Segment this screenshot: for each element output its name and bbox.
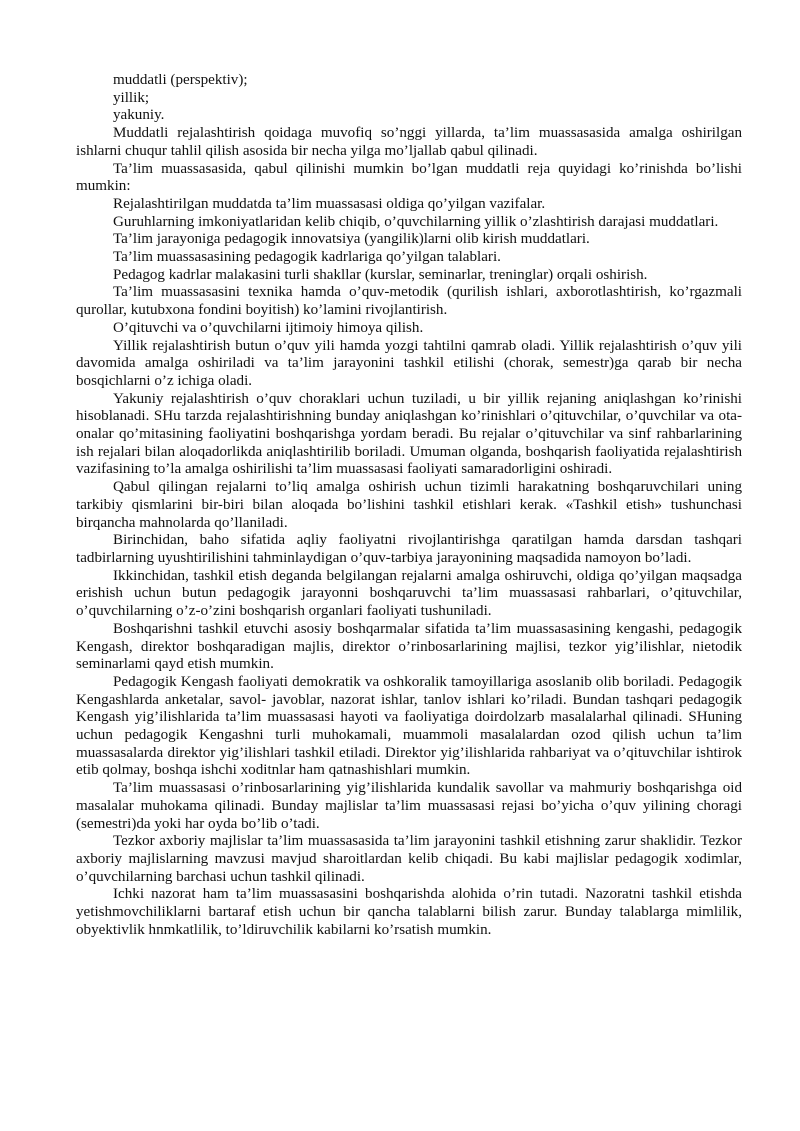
paragraph-yearly-planning: Yillik rejalashtirish butun o’quv yili hamda yozgi tahtilni qamrab oladi. Yillik rejalashtirish o’quv yili davomida amalga oshiriladi va ta’lim jarayonini tashkil etilishi (chorak, semestr)ga qarab bir necha bosqichlarni o’z ichiga oladi. (76, 337, 742, 389)
paragraph-pedagogical-council: Pedagogik Kengash faoliyati demokratik va oshkoralik tamoyillariga asoslanib olib boriladi. Pedagogik Kengashlarda anketalar, savol- javoblar, nazorat ishlar, tanlov ishlari ko’riladi. Bundan tashqari pedagogik Kengash yig’ilishlarida ta’lim muassasasi hayoti va faoliyatiga doirdolzarb masalalarhal qilinadi. SHuning uchun pedagogik Kengashni turli muhokamali, muammoli masalalardan ozod qilish uchun ta’lim muassasalarda direktor yig’ilishlari tashkil etiladi. Direktor yig’ilishlarida rahbariyat va o’qituvchilar ishtirok etib qolmay, boshqa ishchi xoditnlar ham qatnashishlari mumkin. (76, 673, 742, 779)
paragraph-long-term-planning: Muddatli rejalashtirish qoidaga muvofiq so’nggi yillarda, ta’lim muassasasida amalga oshirilgan ishlarni chuqur tahlil qilish asosida bir necha yilga mo’ljallab qabul qilinadi. (76, 125, 742, 159)
paragraph-internal-control: Ichki nazorat ham ta’lim muassasasini boshqarishda alohida o’rin tutadi. Nazoratni tashkil etishda yetishmovchiliklarni bartaraf etish uchun bir qancha talablarni bilish zarur. Bunday talablarga mimlilik, obyektivlik hnmkatlilik, to’ldiruvchilik kabilarni ko’rsatish mumkin. (76, 886, 742, 938)
plan-item-innovation: Ta’lim jarayoniga pedagogik innovatsiya (yangilik)larni olib kirish muddatlari. (113, 231, 590, 248)
plan-item-staff-requirements: Ta’lim muassasasining pedagogik kadrlariga qo’yilgan talablari. (113, 249, 501, 266)
paragraph-deputies-meetings: Ta’lim muassasasi o’rinbosarlarining yig’ilishlarida kundalik savollar va mahmuriy boshqarishga oid masalalar muhokama qilinadi. Bunday majlislar ta’lim muassasasi rejasi bo’yicha o’quv yilining choragi (semestri)da yoki har oyda bo’lib o’tadi. (76, 780, 742, 832)
paragraph-final-planning: Yakuniy rejalashtirish o’quv choraklari uchun tuziladi, u bir yillik rejaning aniqlashgan ko’rinishi hisoblanadi. SHu tarzda rejalashtirishning bunday aniqlashgan ko’rinishlari o’qituvchilar, o’quvchilar va ota-onalar qo’mitasining faoliyatini boshqarishga yordam beradi. Bu rejalar o’qituvchilar va sinf rahbarlarining ish rejalari bilan aloqadorlikda aniqlashtirilib boriladi. Umuman olganda, boshqarish faoliyatida rejalashtirish vazifasining to’la amalga oshirilishi ta’lim muassasasi faoliyati samaradorligini oshiradi. (76, 390, 742, 478)
paragraph-operational-meetings: Tezkor axboriy majlislar ta’lim muassasasida ta’lim jarayonini tashkil etishning zarur shaklidir. Tezkor axboriy majlislarning mavzusi mavjud sharoitlardan kelib chiqadi. Bu kabi majlislar pedagogik xodimlar, o’quvchilarning barchasi uchun tashkil qilinadi. (76, 833, 742, 885)
document-page (76, 72, 742, 939)
paragraph-first-meaning: Birinchidan, baho sifatida aqliy faoliyatni rivojlantirishga qaratilgan hamda darsdan tashqari tadbirlarning uyushtirilishini tahminlaydigan o’quv-tarbiya jarayonining maqsadida namoyon bo’ladi. (76, 532, 742, 566)
list-item-final: yakuniy. (113, 107, 165, 124)
plan-item-social-protection: O’qituvchi va o’quvchilarni ijtimoiy himoya qilish. (113, 319, 424, 336)
plan-item-tasks: Rejalashtirilgan muddatda ta’lim muassasasi oldiga qo’yilgan vazifalar. (113, 195, 546, 212)
plan-item-qualification: Pedagog kadrlar malakasini turli shakllar (kurslar, seminarlar, treninglar) orqali oshirish. (113, 266, 648, 283)
paragraph-plan-form: Ta’lim muassasasida, qabul qilinishi mumkin bo’lgan muddatli reja quyidagi ko’rinishda bo’lishi mumkin: (76, 160, 742, 195)
plan-item-technical-base: Ta’lim muassasasini texnika hamda o’quv-metodik (qurilish ishlari, axborotlashtirish, ko’rgazmali qurollar, kutubxona fondini boyitish) ko’lamini rivojlantirish. (76, 284, 742, 319)
list-item-yearly: yillik; (113, 89, 150, 106)
list-item-perspective: muddatli (perspektiv); (113, 72, 248, 88)
paragraph-organization: Qabul qilingan rejalarni to’liq amalga oshirish uchun tizimli harakatning boshqaruvchilari uning tarkibiy qismlarini bir-biri bilan aloqada bo’lishini tashkil etishlari kerak. «Tashkil etish» tushunchasi birqancha mahnolarda qo’llaniladi. (76, 479, 742, 531)
paragraph-governing-bodies: Boshqarishni tashkil etuvchi asosiy boshqarmalar sifatida ta’lim muassasasining kengashi, pedagogik Kengash, direktor boshqaradigan majlis, direktor o’rinbosarlarining majlisi, tezkor yig’ilishlar, nietodik seminarlami qayd etish mumkin. (76, 620, 742, 673)
plan-item-group-levels: Guruhlarning imkoniyatlaridan kelib chiqib, o’quvchilarning yillik o’zlashtirish darajasi muddatlari. (113, 213, 719, 230)
paragraph-second-meaning: Ikkinchidan, tashkil etish deganda belgilangan rejalarni amalga oshiruvchi, oldiga qo’yilgan maqsadga erishish uchun butun pedagogik jarayonni boshqaruvchi ta’lim muassasasi rahbarlari, o’qituvchilar, o’quvchilarning o’z-o’zini boshqarish organlari faoliyati tushuniladi. (76, 567, 742, 620)
